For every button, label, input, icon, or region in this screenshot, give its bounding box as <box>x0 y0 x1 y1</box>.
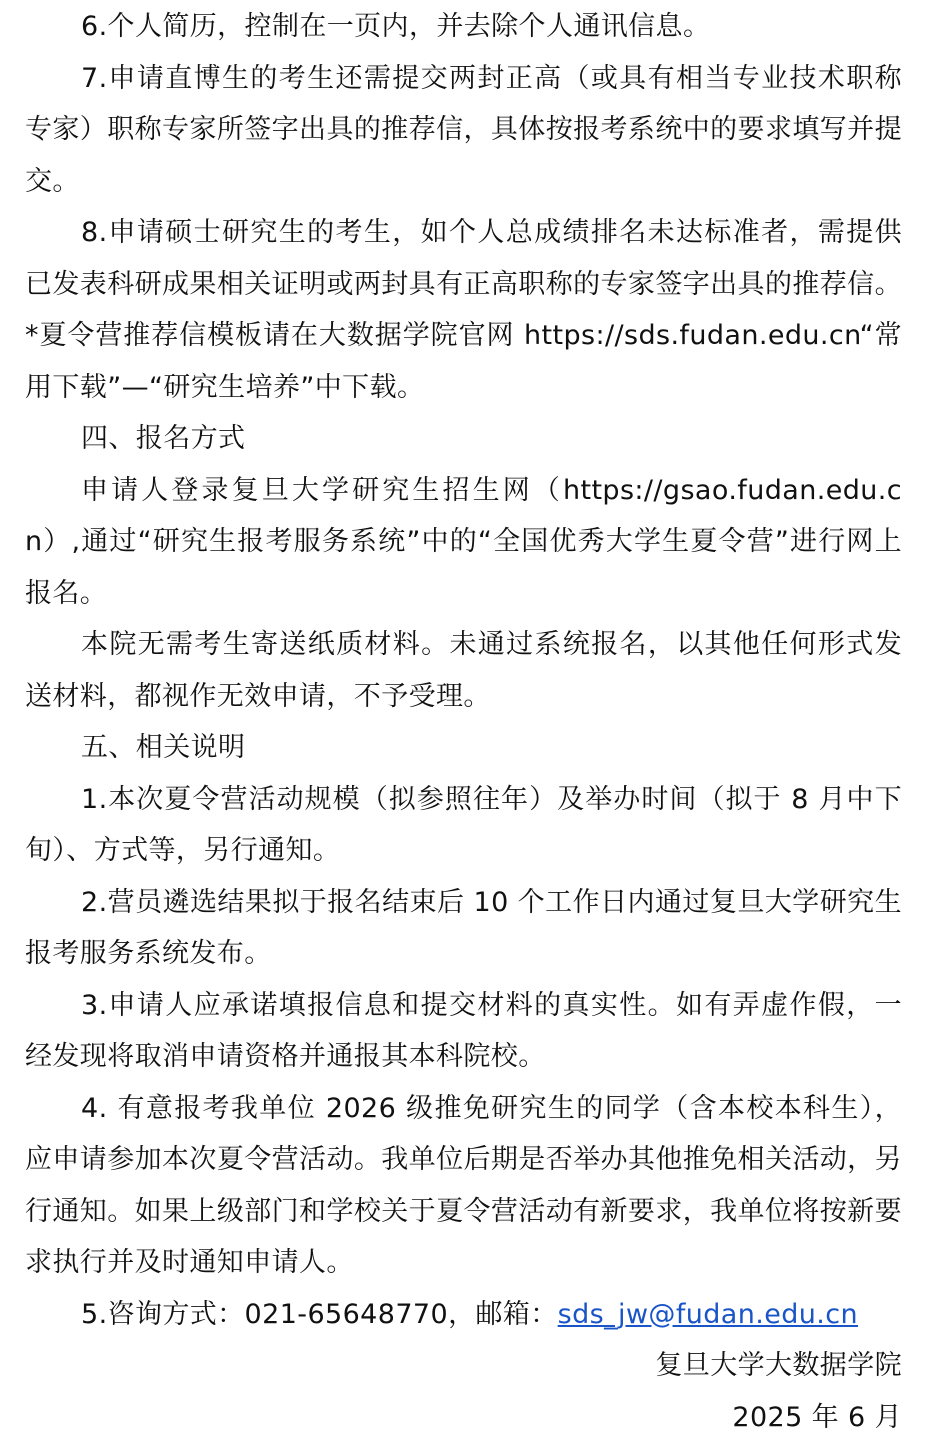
item-7-recommendation-letters: 7.申请直博生的考生还需提交两封正高（或具有相当专业技术职称专家）职称专家所签字出具的推荐信，具体按报考系统中的要求填写并提交。 <box>25 62 902 197</box>
note-4-recommended-admission: 4. 有意报考我单位 2026 级推免研究生的同学（含本校本科生），应申请参加本次夏令营活动。我单位后期是否举办其他推免相关活动，另行通知。如果上级部门和学校关于夏令营活动有新要求，我单位将按新要求执行并及时通知申请人。 <box>25 1092 902 1278</box>
contact-label: 5.咨询方式：021-65648770，邮箱： <box>81 1298 558 1330</box>
section-heading-registration: 四、报名方式 <box>81 423 246 454</box>
signature-organization: 复旦大学大数据学院 <box>655 1350 902 1381</box>
no-paper-materials-notice: 本院无需考生寄送纸质材料。未通过系统报名，以其他任何形式发送材料，都视作无效申请，不予受理。 <box>25 629 902 712</box>
signature-date: 2025 年 6 月 <box>732 1402 902 1433</box>
contact-email-link[interactable]: sds_jw@fudan.edu.cn <box>557 1298 859 1330</box>
note-1-scale-and-time: 1.本次夏令营活动规模（拟参照往年）及举办时间（拟于 8 月中下旬）、方式等，另行通知。 <box>25 783 902 866</box>
section-heading-notes: 五、相关说明 <box>81 732 246 763</box>
note-5-contact <box>25 1289 902 1341</box>
note-2-selection-results: 2.营员遴选结果拟于报名结束后 10 个工作日内通过复旦大学研究生报考服务系统发布。 <box>25 886 902 969</box>
note-3-honesty: 3.申请人应承诺填报信息和提交材料的真实性。如有弄虚作假，一经发现将取消申请资格并通报其本科院校。 <box>25 989 902 1072</box>
item-8-master-applicants: 8.申请硕士研究生的考生，如个人总成绩排名未达标准者，需提供已发表科研成果相关证明或两封具有正高职称的专家签字出具的推荐信。*夏令营推荐信模板请在大数据学院官网 https://sds.fudan.edu.cn“常用下载”—“研究生培养”中下载。 <box>25 217 902 403</box>
item-6-resume: 6.个人简历，控制在一页内，并去除个人通讯信息。 <box>81 11 711 42</box>
document-body <box>25 0 902 1340</box>
registration-instructions: 申请人登录复旦大学研究生招生网（https://gsao.fudan.edu.cn）,通过“研究生报考服务系统”中的“全国优秀大学生夏令营”进行网上报名。 <box>25 474 902 609</box>
